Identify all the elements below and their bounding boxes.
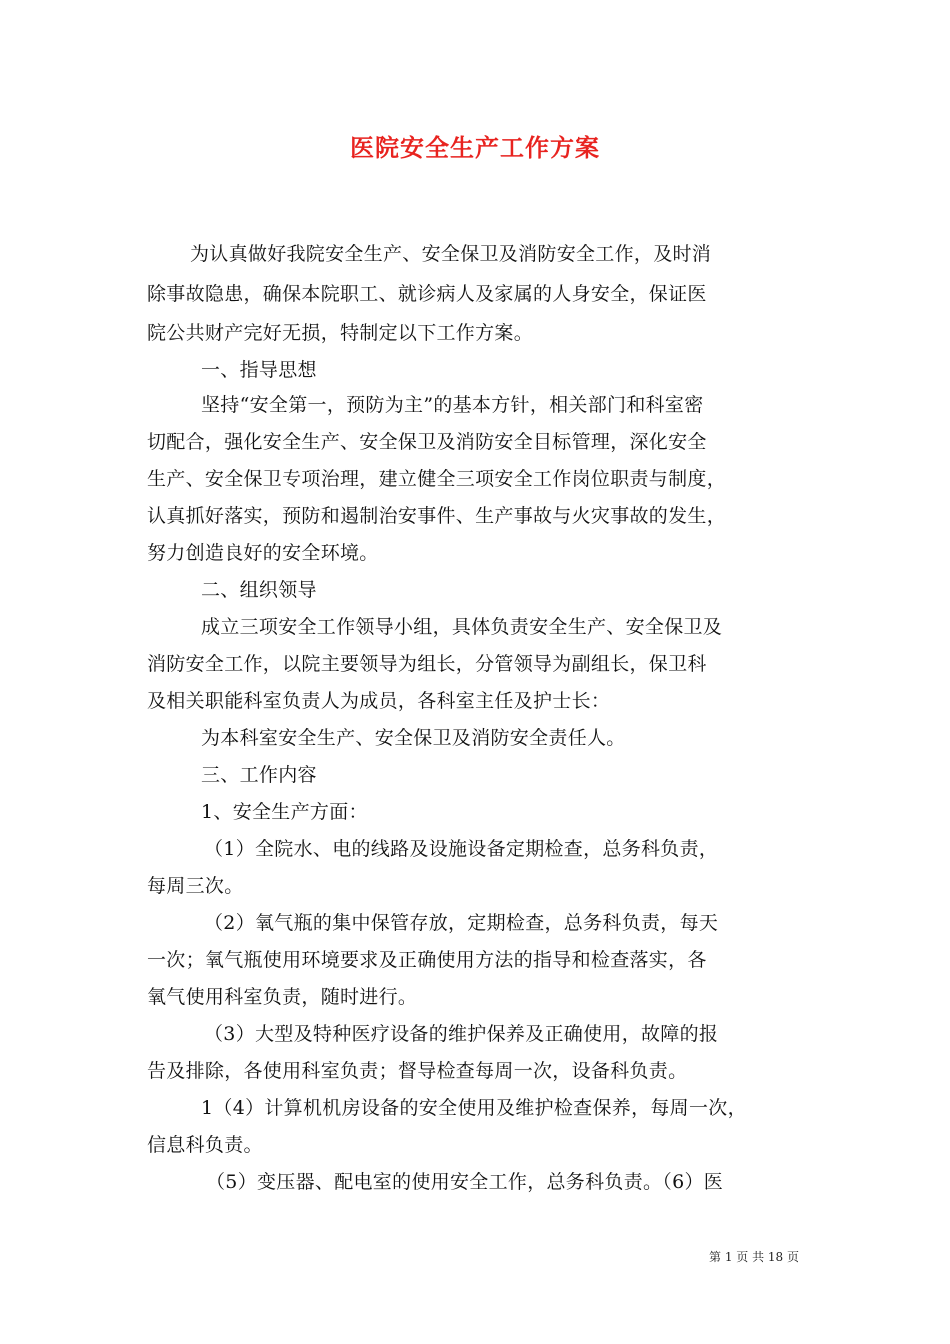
list-item: （1）全院水、电的线路及设施设备定期检查，总务科负责， bbox=[204, 838, 719, 860]
body-line: 努力创造良好的安全环境。 bbox=[147, 542, 379, 564]
body-line: 每周三次。 bbox=[147, 875, 244, 897]
body-line: 生产、安全保卫专项治理，建立健全三项安全工作岗位职责与制度， bbox=[147, 468, 727, 490]
body-line: 一次；氧气瓶使用环境要求及正确使用方法的指导和检查落实，各 bbox=[147, 949, 707, 971]
list-item: （3）大型及特种医疗设备的维护保养及正确使用，故障的报 bbox=[204, 1023, 719, 1045]
list-item: 1（4）计算机机房设备的安全使用及维护检查保养，每周一次， bbox=[201, 1097, 747, 1119]
list-item: （5）变压器、配电室的使用安全工作，总务科负责。（6）医 bbox=[206, 1171, 724, 1193]
document-title: 医院安全生产工作方案 bbox=[350, 133, 600, 162]
body-line: 信息科负责。 bbox=[147, 1134, 263, 1156]
body-line: 及相关职能科室负责人为成员，各科室主任及护士长： bbox=[147, 690, 611, 712]
body-line: 为认真做好我院安全生产、安全保卫及消防安全工作，及时消 bbox=[190, 243, 712, 265]
body-line: 认真抓好落实，预防和遏制治安事件、生产事故与火灾事故的发生， bbox=[147, 505, 727, 527]
body-line: 除事故隐患，确保本院职工、就诊病人及家属的人身安全，保证医 bbox=[147, 283, 707, 305]
body-line: 告及排除，各使用科室负责；督导检查每周一次，设备科负责。 bbox=[147, 1060, 688, 1082]
body-line: 成立三项安全工作领导小组，具体负责安全生产、安全保卫及 bbox=[201, 616, 723, 638]
page-number: 第 1 页 共 18 页 bbox=[709, 1250, 799, 1264]
section-heading: 三、工作内容 bbox=[201, 764, 317, 786]
body-line: 消防安全工作，以院主要领导为组长，分管领导为副组长，保卫科 bbox=[147, 653, 707, 675]
list-item: （2）氧气瓶的集中保管存放，定期检查，总务科负责，每天 bbox=[204, 912, 719, 934]
section-heading: 二、组织领导 bbox=[201, 579, 317, 601]
body-line: 氧气使用科室负责，随时进行。 bbox=[147, 986, 418, 1008]
body-line: 为本科室安全生产、安全保卫及消防安全责任人。 bbox=[201, 727, 626, 749]
body-line: 切配合，强化安全生产、安全保卫及消防安全目标管理，深化安全 bbox=[147, 431, 707, 453]
body-line: 坚持“安全第一，预防为主”的基本方针，相关部门和科室密 bbox=[201, 394, 704, 416]
body-line: 院公共财产完好无损，特制定以下工作方案。 bbox=[147, 322, 534, 344]
section-heading: 一、指导思想 bbox=[201, 359, 317, 381]
subsection-heading: 1、安全生产方面： bbox=[201, 801, 368, 823]
